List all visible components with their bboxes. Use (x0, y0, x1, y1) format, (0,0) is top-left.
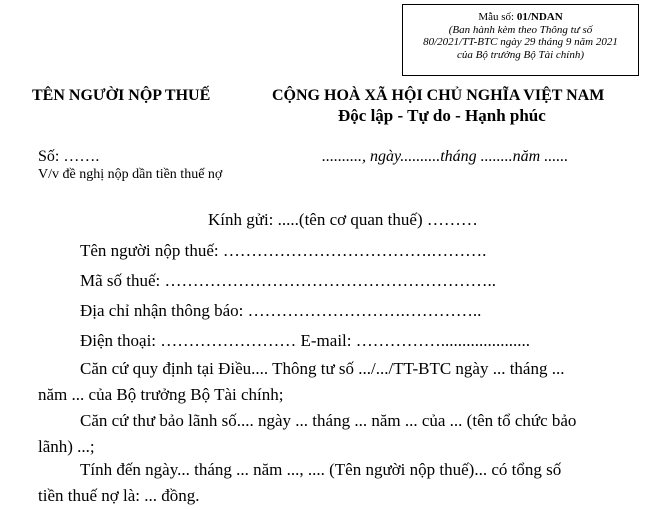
document-subject: V/v đề nghị nộp dần tiền thuế nợ (38, 167, 223, 182)
form-issuance-line-1: (Ban hành kèm theo Thông tư số (448, 23, 593, 36)
taxpayer-name-header: TÊN NGƯỜI NỘP THUẾ (32, 87, 211, 104)
address-field: Địa chỉ nhận thông báo: ……………………….………….. (80, 301, 482, 320)
guarantee-paragraph (38, 408, 634, 460)
guarantee-line-1: Căn cứ thư bảo lãnh số.... ngày ... tháng ... năm ... của ... (tên tổ chức bảo (80, 411, 577, 430)
form-code-value: 01/NDAN (516, 11, 563, 23)
debt-line-2: tiền thuế nợ là: ... đồng. (38, 486, 200, 505)
country-name: CỘNG HOÀ XÃ HỘI CHỦ NGHĨA VIỆT NAM (272, 87, 605, 104)
legal-basis-paragraph (38, 356, 634, 408)
form-issuance-line-3: của Bộ trưởng Bộ Tài chính) (456, 48, 585, 61)
document-number: Số: ……. (38, 148, 100, 165)
form-issuance-line-2: 80/2021/TT-BTC ngày 29 tháng 9 năm 2021 (423, 36, 618, 48)
legal-basis-line-1: Căn cứ quy định tại Điều.... Thông tư số .../.../TT-BTC ngày ... tháng ... (80, 359, 565, 378)
phone-email-field: Điện thoại: …………………… E-mail: ……………..................... (80, 331, 530, 350)
form-code-row (403, 11, 638, 24)
date-line: .........., ngày..........tháng ........năm ...... (322, 148, 569, 165)
guarantee-line-2: lãnh) ...; (38, 437, 95, 456)
legal-basis-line-2: năm ... của Bộ trưởng Bộ Tài chính; (38, 385, 284, 404)
recipient-line: Kính gửi: .....(tên cơ quan thuế) ……… (208, 210, 478, 229)
debt-line-1: Tính đến ngày... tháng ... năm ..., .... (Tên người nộp thuế)... có tổng số (80, 460, 562, 479)
form-code-label: Mẫu số: (478, 11, 515, 23)
form-number-box (402, 4, 639, 76)
debt-paragraph (38, 457, 634, 509)
tax-code-field: Mã số thuế: ………………………………………………….. (80, 271, 497, 290)
national-motto: Độc lập - Tự do - Hạnh phúc (338, 106, 546, 125)
taxpayer-name-field: Tên người nộp thuế: ……………………………….………. (80, 241, 487, 260)
